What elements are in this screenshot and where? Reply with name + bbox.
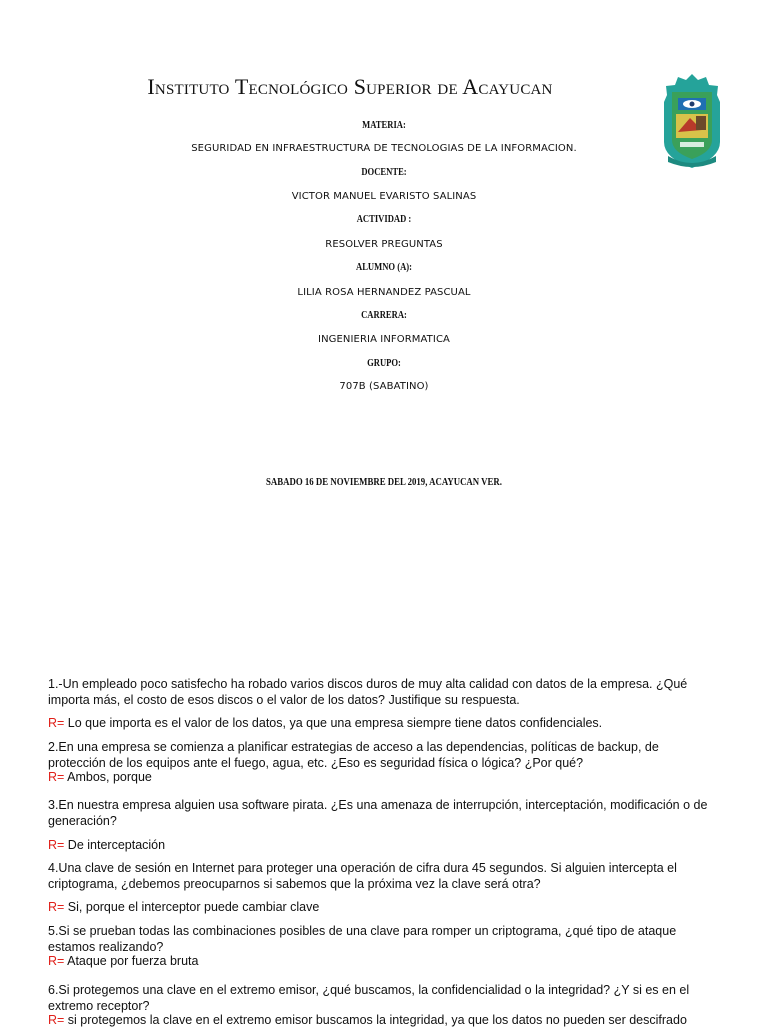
answer-text: Ataque por fuerza bruta xyxy=(64,954,199,968)
alumno-value: LILIA ROSA HERNANDEZ PASCUAL xyxy=(297,287,471,298)
answer-5 xyxy=(48,954,718,970)
carrera-label: CARRERA: xyxy=(361,309,407,321)
materia-label: MATERIA: xyxy=(362,119,406,131)
institution-title: Instituto Tecnológico Superior de Acayucan xyxy=(147,74,553,99)
actividad-label: ACTIVIDAD : xyxy=(356,213,412,225)
question-4: 4.Una clave de sesión en Internet para proteger una operación de cifra dura 45 segundos. Si alguien intercepta el criptograma, ¿debemos preocuparnos si sabemos que la próxima vez la clave será otra? xyxy=(48,861,677,891)
answer-text: Ambos, porque xyxy=(64,770,152,784)
question-3: 3.En nuestra empresa alguien usa software pirata. ¿Es una amenaza de interrupción, interceptación, modificación o de generación? xyxy=(48,798,708,828)
docente-value: VICTOR MANUEL EVARISTO SALINAS xyxy=(291,191,477,202)
question-6: 6.Si protegemos una clave en el extremo emisor, ¿qué buscamos, la confidencialidad o la integridad? ¿Y si es en el extremo receptor? xyxy=(48,983,690,1013)
grupo-value: 707B (SABATINO) xyxy=(339,381,429,392)
answer-text: De interceptación xyxy=(64,838,166,852)
document-date: SABADO 16 DE NOVIEMBRE DEL 2019, ACAYUCAN VER. xyxy=(266,476,502,488)
docente-label: DOCENTE: xyxy=(361,166,407,178)
answer-4 xyxy=(48,900,718,916)
answer-text: Lo que importa es el valor de los datos, ya que una empresa siempre tiene datos confidenciales. xyxy=(64,716,603,730)
answer-prefix: R= xyxy=(48,900,65,914)
answer-2 xyxy=(48,770,718,786)
answer-text: Si, porque el interceptor puede cambiar clave xyxy=(64,900,320,914)
question-1: 1.-Un empleado poco satisfecho ha robado varios discos duros de muy alta calidad con datos de la empresa. ¿Qué importa más, el costo de esos discos o el valor de los datos? Justifique su respuesta. xyxy=(48,677,688,707)
grupo-label: GRUPO: xyxy=(367,357,401,369)
answer-6 xyxy=(48,1013,718,1029)
carrera-value: INGENIERIA INFORMATICA xyxy=(318,334,450,345)
actividad-value: RESOLVER PREGUNTAS xyxy=(325,239,443,250)
materia-value: SEGURIDAD EN INFRAESTRUCTURA DE TECNOLOGIAS DE LA INFORMACION. xyxy=(191,143,577,154)
answer-prefix: R= xyxy=(48,838,65,852)
answer-prefix: R= xyxy=(48,1013,65,1027)
answer-prefix: R= xyxy=(48,716,65,730)
answer-prefix: R= xyxy=(48,954,65,968)
alumno-label: ALUMNO (A): xyxy=(355,261,412,273)
answer-3 xyxy=(48,838,718,854)
answer-1 xyxy=(48,716,718,732)
answer-prefix: R= xyxy=(48,770,65,784)
answer-text: si protegemos la clave en el extremo emisor buscamos la integridad, ya que los datos no pueden ser descifrado xyxy=(64,1013,687,1027)
question-2: 2.En una empresa se comienza a planificar estrategias de acceso a las dependencias, políticas de backup, de protección de los equipos ante el fuego, agua, etc. ¿Eso es seguridad física o lógica? ¿Por qué? xyxy=(48,740,659,770)
question-5: 5.Si se prueban todas las combinaciones posibles de una clave para romper un criptograma, ¿qué tipo de ataque estamos realizando? xyxy=(48,924,677,954)
